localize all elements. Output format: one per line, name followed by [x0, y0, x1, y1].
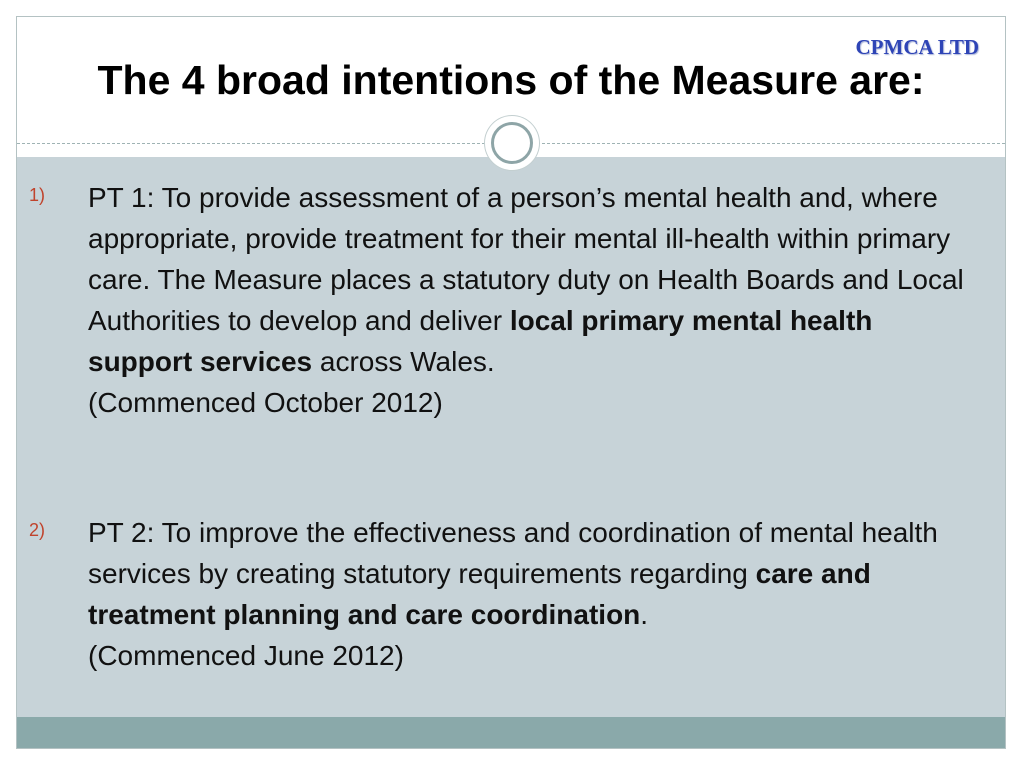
list-item-number: 2) — [29, 520, 46, 540]
brand-label: CPMCA LTD — [855, 35, 979, 59]
list-item-number: 1) — [29, 185, 46, 205]
item-text-part: across Wales. — [312, 346, 495, 377]
slide-content — [17, 157, 1005, 717]
item-text-part: . — [640, 599, 649, 630]
divider-circle-ornament — [485, 116, 539, 170]
commenced-note: (Commenced June 2012) — [88, 640, 404, 671]
list-item-text — [88, 512, 978, 676]
circle-ring-icon — [491, 122, 533, 164]
slide — [16, 16, 1006, 749]
slide-title: The 4 broad intentions of the Measure are: — [97, 57, 925, 103]
commenced-note: (Commenced October 2012) — [88, 387, 443, 418]
item-text-part: PT 2: To improve the effectiveness and coordination of mental health services by creating statutory requirements regarding — [88, 517, 938, 589]
item-bold-text: local primary mental health support services — [88, 305, 873, 377]
list-item-text — [88, 177, 978, 423]
footer-band — [17, 717, 1005, 749]
item-text-part: PT 1: To provide assessment of a person’s mental health and, where appropriate, provide treatment for their mental ill-health within primary care. The Measure places a statutory duty on Health Boards and Local Authorities to develop and deliver — [88, 182, 964, 336]
item-bold-text: care and treatment planning and care coordination — [88, 558, 871, 630]
